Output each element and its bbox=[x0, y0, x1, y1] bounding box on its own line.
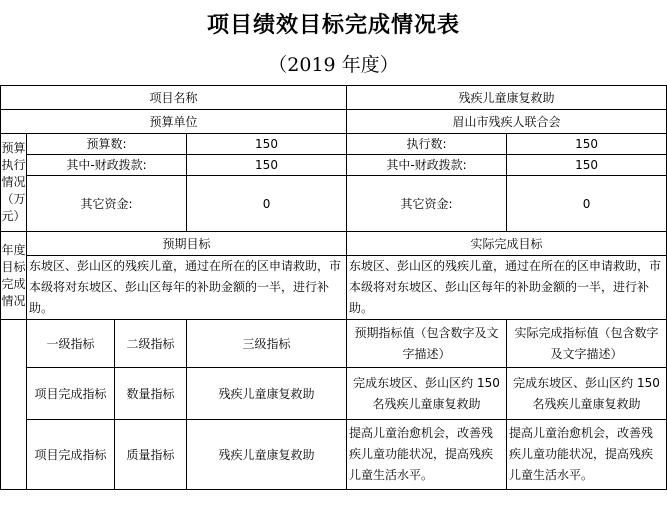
project-name-label: 项目名称 bbox=[1, 86, 347, 110]
indicator-header-level2: 二级指标 bbox=[115, 320, 187, 368]
indicator-level2: 数量指标 bbox=[115, 368, 187, 420]
exec-amount-label: 执行数: bbox=[347, 134, 507, 155]
budget-unit-label: 预算单位 bbox=[1, 110, 347, 134]
indicator-actual: 提高儿童治愈机会，改善残疾儿童功能状况，提高残疾儿童生活水平。 bbox=[507, 420, 667, 490]
indicator-level3: 残疾儿童康复救助 bbox=[187, 368, 347, 420]
performance-table bbox=[0, 85, 667, 490]
table-row bbox=[1, 176, 667, 232]
indicator-header-expected: 预期指标值（包含数字及文字描述） bbox=[347, 320, 507, 368]
table-row bbox=[1, 368, 667, 420]
fiscal-budget-value: 150 bbox=[187, 155, 347, 176]
indicator-side-cell bbox=[1, 320, 27, 490]
table-row bbox=[1, 110, 667, 134]
indicator-header-level1: 一级指标 bbox=[27, 320, 115, 368]
indicator-level3: 残疾儿童康复救助 bbox=[187, 420, 347, 490]
indicator-actual: 完成东坡区、彭山区约 150 名残疾儿童康复救助 bbox=[507, 368, 667, 420]
indicator-header-actual: 实际完成指标值（包含数字及文字描述） bbox=[507, 320, 667, 368]
other-exec-label: 其它资金: bbox=[347, 176, 507, 232]
budget-unit-value: 眉山市残疾人联合会 bbox=[347, 110, 667, 134]
actual-goal-text: 东坡区、彭山区的残疾儿童，通过在所在的区申请救助，市本级将对东坡区、彭山区每年的补助金额的一半，进行补助。 bbox=[347, 256, 667, 320]
indicator-level1: 项目完成指标 bbox=[27, 420, 115, 490]
table-row bbox=[1, 155, 667, 176]
fiscal-exec-label: 其中-财政拨款: bbox=[347, 155, 507, 176]
indicator-level2: 质量指标 bbox=[115, 420, 187, 490]
expected-goal-text: 东坡区、彭山区的残疾儿童，通过在所在的区申请救助，市本级将对东坡区、彭山区每年的补助金额的一半，进行补助。 bbox=[27, 256, 347, 320]
fiscal-budget-label: 其中-财政拨款: bbox=[27, 155, 187, 176]
budget-amount-value: 150 bbox=[187, 134, 347, 155]
table-row bbox=[1, 320, 667, 368]
indicator-expected: 提高儿童治愈机会，改善残疾儿童功能状况，提高残疾儿童生活水平。 bbox=[347, 420, 507, 490]
budget-section-label: 预算执行情况（万元） bbox=[1, 134, 27, 232]
exec-amount-value: 150 bbox=[507, 134, 667, 155]
indicator-expected: 完成东坡区、彭山区约 150 名残疾儿童康复救助 bbox=[347, 368, 507, 420]
budget-amount-label: 预算数: bbox=[27, 134, 187, 155]
indicator-level1: 项目完成指标 bbox=[27, 368, 115, 420]
page-subtitle: （2019 年度） bbox=[268, 54, 399, 76]
table-row bbox=[1, 134, 667, 155]
other-budget-label: 其它资金: bbox=[27, 176, 187, 232]
table-row bbox=[1, 256, 667, 320]
table-row bbox=[1, 232, 667, 256]
table-row bbox=[1, 420, 667, 490]
goals-section-label: 年度目标完成情况 bbox=[1, 232, 27, 320]
page-title: 项目绩效目标完成情况表 bbox=[206, 13, 460, 38]
actual-goal-header: 实际完成目标 bbox=[347, 232, 667, 256]
table-row bbox=[1, 86, 667, 110]
project-name-value: 残疾儿童康复救助 bbox=[347, 86, 667, 110]
other-exec-value: 0 bbox=[507, 176, 667, 232]
fiscal-exec-value: 150 bbox=[507, 155, 667, 176]
other-budget-value: 0 bbox=[187, 176, 347, 232]
indicator-header-level3: 三级指标 bbox=[187, 320, 347, 368]
expected-goal-header: 预期目标 bbox=[27, 232, 347, 256]
